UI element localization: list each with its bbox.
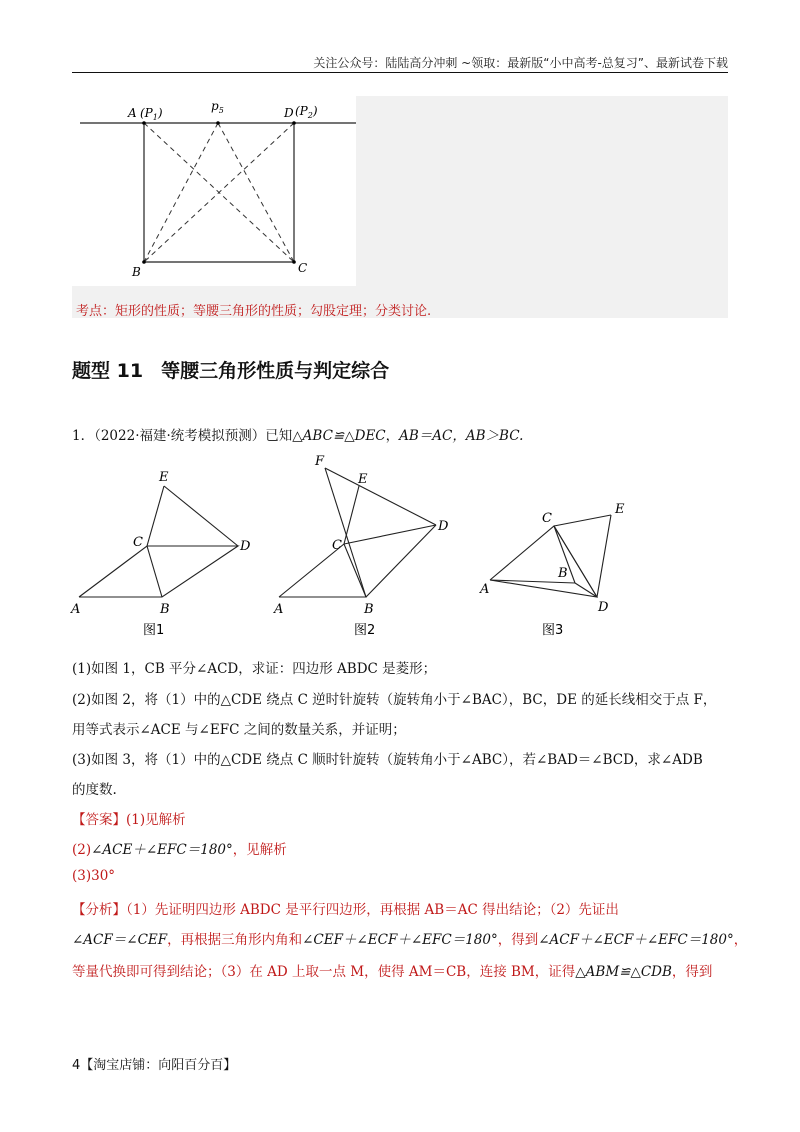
figure-2	[273, 454, 449, 638]
fig3-label-e: E	[615, 502, 625, 517]
fig3-cd-inner	[554, 526, 597, 597]
fig3-label-d: D	[598, 600, 609, 615]
question-source: （2022·福建·统考模拟预测）已知	[94, 428, 293, 444]
answer-1: (1)见解析	[126, 812, 186, 828]
section-title	[72, 356, 389, 383]
label-c: C	[298, 261, 308, 275]
analysis-formula-3: ∠ACF＋∠ECF＋∠EFC＝180°	[538, 932, 734, 948]
point-c	[292, 260, 296, 264]
analysis-formula-1: ∠ACF＝∠CEF	[72, 932, 168, 948]
answer-2-prefix: (2)	[72, 842, 92, 858]
given-congruence: △ABC≌△DEC	[292, 428, 386, 444]
fig2-label-a: A	[274, 602, 284, 617]
analysis-line-3	[72, 960, 712, 980]
fig2-label-d: D	[438, 519, 449, 534]
rectangle-figure	[72, 96, 356, 286]
fig1-label-d: D	[240, 539, 251, 554]
fig2-fd	[325, 468, 436, 525]
analysis-formula-2: ∠CEF＋∠ECF＋∠EFC＝180°	[302, 932, 498, 948]
dashed-p5-c	[218, 123, 294, 262]
dashed-p5-b	[144, 123, 218, 262]
figure-3	[479, 502, 625, 638]
analysis-text-4: ，	[733, 932, 748, 948]
point-p5	[216, 121, 220, 125]
fig1-caption: 图1	[143, 623, 165, 638]
question-stem	[72, 424, 523, 444]
fig3-ce	[554, 515, 611, 526]
label-p1: $(P_1)$	[140, 106, 163, 122]
fig3-label-a: A	[480, 582, 490, 597]
page-header: 关注公众号：陆陆高分冲刺 ~领取：最新版“小中高考-总复习”、最新试卷下载	[313, 56, 728, 70]
point-d	[292, 121, 296, 125]
page-footer	[72, 1054, 236, 1073]
analysis-text-3: ，得到	[497, 932, 539, 948]
fig2-abc	[279, 544, 366, 597]
point-a	[142, 121, 146, 125]
point-b	[142, 260, 146, 264]
fig2-label-f: F	[315, 454, 325, 469]
analysis-line-1	[72, 898, 619, 918]
fig2-caption: 图2	[354, 623, 376, 638]
fig2-label-e: E	[358, 472, 368, 487]
label-a: A	[128, 106, 137, 120]
fig1-cb	[147, 546, 162, 597]
label-p5: $p_5$	[211, 99, 224, 115]
answer-line-2	[72, 838, 287, 858]
fig1-ed	[164, 486, 238, 546]
header-rule	[72, 72, 728, 73]
fig2-cd	[344, 525, 436, 544]
fig2-bd	[366, 525, 436, 597]
question-part-1: (1)如图 1，CB 平分∠ACD，求证：四边形 ABDC 是菱形；	[72, 661, 437, 677]
figure-1	[70, 470, 251, 638]
question-part-2b: 用等式表示∠ACE 与∠EFC 之间的数量关系，并证明；	[72, 722, 406, 738]
fig3-caption: 图3	[542, 623, 564, 638]
fig1-ce	[147, 486, 164, 546]
fig1-abdc	[79, 546, 238, 597]
fig2-fb	[325, 468, 366, 597]
label-d: D	[284, 106, 294, 120]
question-figures	[60, 450, 660, 645]
analysis-text-5: 等量代换即可得到结论；（3）在 AD 上取一点 M，使得 AM＝CB，连接 BM，证得	[72, 964, 576, 980]
analysis-text-6: ，得到	[671, 964, 713, 980]
fig2-label-b: B	[364, 602, 374, 617]
fig2-label-c: C	[332, 538, 342, 553]
given-conditions: AB＝AC，AB＞BC.	[399, 428, 524, 444]
fig1-label-a: A	[71, 602, 81, 617]
answer-2-formula: ∠ACE＋∠EFC＝180°	[91, 842, 233, 858]
shop-name: 【淘宝店铺：向阳百分百】	[80, 1058, 237, 1073]
knowledge-points: 考点：矩形的性质；等腰三角形的性质；勾股定理；分类讨论.	[76, 304, 432, 319]
analysis-text-2: ，再根据三角形内角和	[167, 932, 303, 948]
answer-2-suffix: ，见解析	[232, 842, 287, 858]
analysis-line-2	[72, 928, 747, 948]
analysis-label: 【分析】	[72, 902, 126, 918]
fig3-label-b: B	[558, 566, 568, 581]
page-number: 4	[72, 1058, 81, 1073]
given-sep: ，	[385, 428, 400, 444]
answer-3: (3)30°	[72, 868, 116, 884]
question-part-3b: 的度数.	[72, 782, 117, 798]
fig1-label-b: B	[160, 602, 170, 617]
question-part-3a: (3)如图 3，将（1）中的△CDE 绕点 C 顺时针旋转（旋转角小于∠ABC），若∠BAD＝∠BCD，求∠ADB	[72, 752, 703, 768]
fig3-ed	[597, 515, 611, 597]
label-p2: $(P_2)$	[295, 104, 318, 120]
fig1-label-c: C	[133, 535, 143, 550]
fig3-label-c: C	[542, 511, 552, 526]
question-number: 1．	[72, 428, 95, 444]
section-name: 等腰三角形性质与判定综合	[161, 360, 390, 382]
answer-label: 【答案】	[72, 812, 126, 828]
analysis-text-1: （1）先证明四边形 ABDC 是平行四边形，再根据 AB＝AC 得出结论；（2）先证出	[126, 902, 619, 918]
question-part-2a: (2)如图 2，将（1）中的△CDE 绕点 C 逆时针旋转（旋转角小于∠BAC），BC，DE 的延长线相交于点 F，	[72, 692, 717, 708]
fig1-label-e: E	[159, 470, 169, 485]
section-number: 题型 11	[72, 360, 144, 382]
label-b: B	[132, 265, 141, 279]
analysis-formula-4: △ABM≌△CDB	[575, 964, 672, 980]
answer-line-1	[72, 808, 186, 828]
